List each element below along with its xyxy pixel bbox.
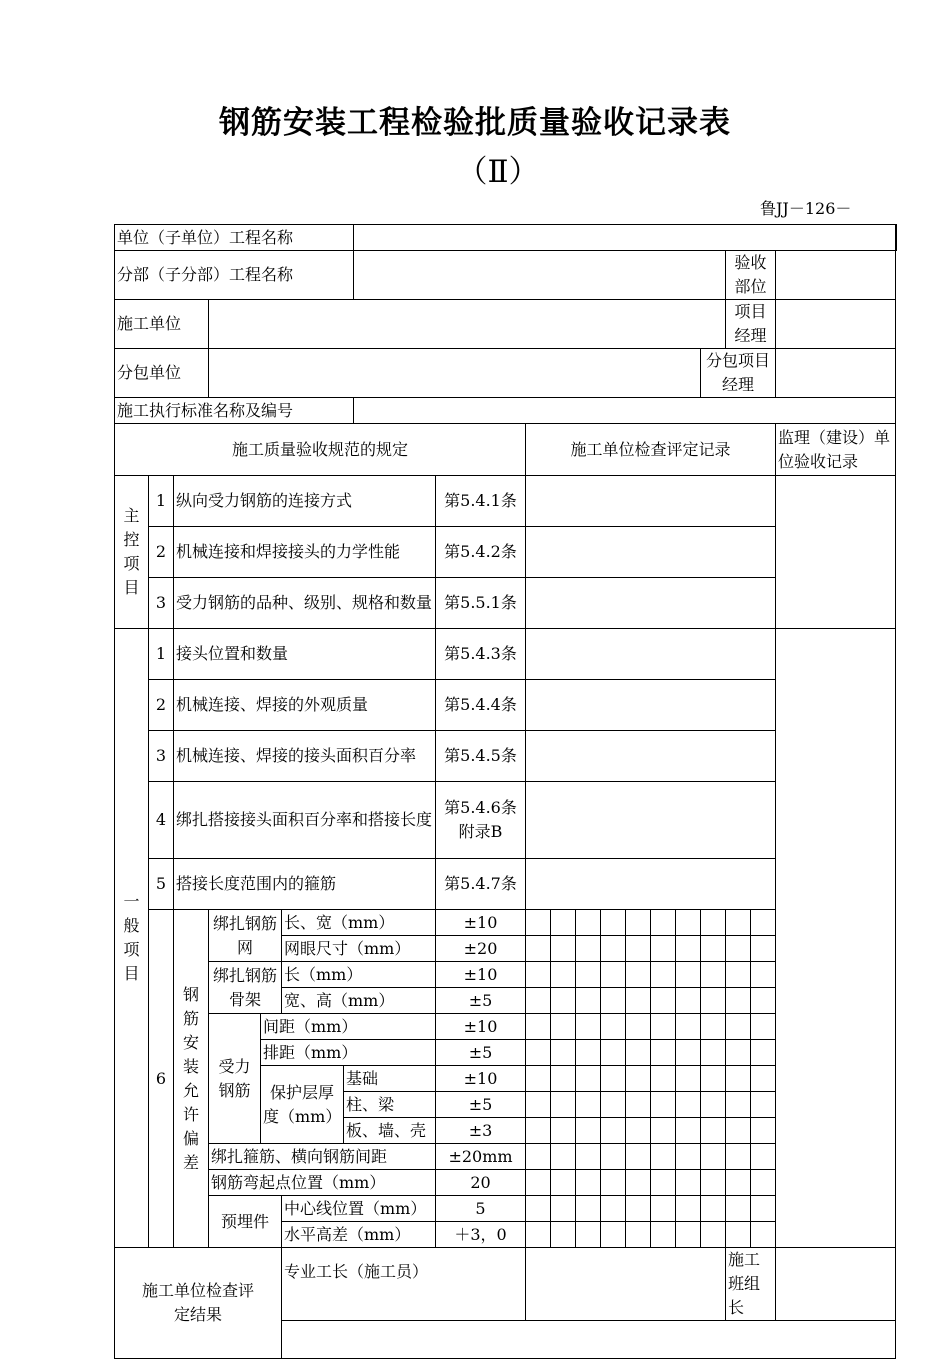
measure-cell[interactable] xyxy=(676,1118,701,1144)
measure-cell[interactable] xyxy=(601,1040,626,1066)
general-item-text: 接头位置和数量 xyxy=(174,629,436,680)
measure-cell[interactable] xyxy=(526,936,551,962)
measure-cell[interactable] xyxy=(526,1092,551,1118)
measure-cell[interactable] xyxy=(601,936,626,962)
general-item-no: 4 xyxy=(149,782,174,859)
main-bar-label: 受力钢筋 xyxy=(209,1014,261,1144)
measure-cell[interactable] xyxy=(726,1222,751,1248)
measure-cell[interactable] xyxy=(701,1118,726,1144)
measure-cell[interactable] xyxy=(576,1144,601,1170)
general-item-check-field[interactable] xyxy=(526,859,776,910)
deviation-item: 长（mm） xyxy=(282,962,436,988)
measure-cell[interactable] xyxy=(526,1118,551,1144)
main-item-text: 机械连接和焊接接头的力学性能 xyxy=(174,527,436,578)
main-item-no: 3 xyxy=(149,578,174,629)
measure-cell[interactable] xyxy=(626,1092,651,1118)
measure-cell[interactable] xyxy=(526,1014,551,1040)
main-item-text: 纵向受力钢筋的连接方式 xyxy=(174,476,436,527)
deviation-item: 钢筋弯起点位置（mm） xyxy=(209,1170,436,1196)
measure-cell[interactable] xyxy=(701,1144,726,1170)
measure-cell[interactable] xyxy=(701,1170,726,1196)
measure-cell[interactable] xyxy=(701,1222,726,1248)
measure-cell[interactable] xyxy=(601,910,626,936)
measure-cell[interactable] xyxy=(551,1040,576,1066)
measure-cell[interactable] xyxy=(551,936,576,962)
result-field[interactable] xyxy=(282,1321,896,1359)
general-item-check-field[interactable] xyxy=(526,731,776,782)
deviation-item: 基础 xyxy=(344,1066,436,1092)
measure-cell[interactable] xyxy=(726,988,751,1014)
project-manager-label: 项目经理 xyxy=(726,300,776,349)
measure-cell[interactable] xyxy=(601,1144,626,1170)
measure-cell[interactable] xyxy=(726,1118,751,1144)
unit-project-label: 单位（子单位）工程名称 xyxy=(115,225,354,251)
general-item-no: 3 xyxy=(149,731,174,782)
measure-cell[interactable] xyxy=(576,936,601,962)
measure-cell[interactable] xyxy=(551,1118,576,1144)
measure-cell[interactable] xyxy=(651,1170,676,1196)
measure-cell[interactable] xyxy=(551,1092,576,1118)
measure-cell[interactable] xyxy=(676,1092,701,1118)
measure-cell[interactable] xyxy=(676,1170,701,1196)
measure-cell[interactable] xyxy=(751,1118,776,1144)
supervision-column-header: 监理（建设）单位验收记录 xyxy=(776,424,896,476)
sub-project-label: 分部（子分部）工程名称 xyxy=(115,251,354,300)
deviation-item: 绑扎箍筋、横向钢筋间距 xyxy=(209,1144,436,1170)
main-item-text: 受力钢筋的品种、级别、规格和数量 xyxy=(174,578,436,629)
measure-cell[interactable] xyxy=(676,1066,701,1092)
measure-cell[interactable] xyxy=(726,962,751,988)
general-item-clause: 第5.4.4条 xyxy=(436,680,526,731)
measure-cell[interactable] xyxy=(601,1092,626,1118)
measure-cell[interactable] xyxy=(726,1144,751,1170)
main-supervision-field[interactable] xyxy=(776,476,896,629)
measure-cell[interactable] xyxy=(576,1170,601,1196)
deviation-value: ±20 xyxy=(436,936,526,962)
measure-cell[interactable] xyxy=(701,1040,726,1066)
measure-cell[interactable] xyxy=(726,1066,751,1092)
deviation-value: ±20mm xyxy=(436,1144,526,1170)
deviation-value: 20 xyxy=(436,1170,526,1196)
main-item-no: 2 xyxy=(149,527,174,578)
subcontract-unit-label: 分包单位 xyxy=(115,349,209,398)
embed-label: 预埋件 xyxy=(209,1196,282,1248)
mesh-label: 绑扎钢筋网 xyxy=(209,910,282,962)
general-item-no: 2 xyxy=(149,680,174,731)
measure-cell[interactable] xyxy=(726,1196,751,1222)
deviation-item: 水平高差（mm） xyxy=(282,1222,436,1248)
measure-cell[interactable] xyxy=(576,1092,601,1118)
measure-cell[interactable] xyxy=(676,988,701,1014)
measure-cell[interactable] xyxy=(576,988,601,1014)
measure-cell[interactable] xyxy=(526,1196,551,1222)
deviation-item: 柱、梁 xyxy=(344,1092,436,1118)
measure-cell[interactable] xyxy=(676,1040,701,1066)
measure-cell[interactable] xyxy=(526,1040,551,1066)
main-item-clause: 第5.4.2条 xyxy=(436,527,526,578)
measure-cell[interactable] xyxy=(651,1196,676,1222)
measure-cell[interactable] xyxy=(701,936,726,962)
measure-cell[interactable] xyxy=(601,962,626,988)
deviation-value: 5 xyxy=(436,1196,526,1222)
measure-cell[interactable] xyxy=(651,988,676,1014)
subcontract-pm-label: 分包项目经理 xyxy=(701,349,776,398)
measure-cell[interactable] xyxy=(701,910,726,936)
measure-cell[interactable] xyxy=(751,1170,776,1196)
measure-cell[interactable] xyxy=(701,988,726,1014)
subcontract-unit-field[interactable] xyxy=(209,349,701,398)
measure-cell[interactable] xyxy=(676,1196,701,1222)
spec-column-header: 施工质量验收规范的规定 xyxy=(115,424,526,476)
measure-cell[interactable] xyxy=(601,1196,626,1222)
measure-cell[interactable] xyxy=(751,1222,776,1248)
measure-cell[interactable] xyxy=(751,988,776,1014)
result-label: 施工单位检查评定结果 xyxy=(115,1248,282,1359)
measure-cell[interactable] xyxy=(676,1222,701,1248)
measure-cell[interactable] xyxy=(626,936,651,962)
measure-cell[interactable] xyxy=(651,910,676,936)
deviation-item: 板、墙、壳 xyxy=(344,1118,436,1144)
deviation-value: ±10 xyxy=(436,1066,526,1092)
main-item-check-field[interactable] xyxy=(526,527,776,578)
measure-cell[interactable] xyxy=(651,1014,676,1040)
allowable-deviation-label: 钢筋安装允许偏差 xyxy=(174,910,209,1248)
acceptance-part-label: 验收部位 xyxy=(726,251,776,300)
standard-label: 施工执行标准名称及编号 xyxy=(115,398,354,424)
main-item-clause: 第5.4.1条 xyxy=(436,476,526,527)
deviation-item: 宽、高（mm） xyxy=(282,988,436,1014)
measure-cell[interactable] xyxy=(626,1196,651,1222)
deviation-value: ±5 xyxy=(436,1040,526,1066)
measure-cell[interactable] xyxy=(626,1014,651,1040)
measure-cell[interactable] xyxy=(751,1040,776,1066)
general-item-no: 5 xyxy=(149,859,174,910)
measure-cell[interactable] xyxy=(601,1118,626,1144)
measure-cell[interactable] xyxy=(626,1170,651,1196)
general-item-clause-cell xyxy=(436,782,526,859)
measure-cell[interactable] xyxy=(526,988,551,1014)
measure-cell[interactable] xyxy=(751,910,776,936)
measure-cell[interactable] xyxy=(626,1222,651,1248)
measure-cell[interactable] xyxy=(751,1092,776,1118)
general-item-text: 绑扎搭接接头面积百分率和搭接长度 xyxy=(174,782,436,859)
measure-cell[interactable] xyxy=(526,1066,551,1092)
measure-cell[interactable] xyxy=(601,1222,626,1248)
general-item-clause: 第5.4.6条 xyxy=(444,798,517,817)
project-manager-field[interactable] xyxy=(776,300,896,349)
deviation-item: 长、宽（mm） xyxy=(282,910,436,936)
measure-cell[interactable] xyxy=(726,1170,751,1196)
general-items-label: 一般项目 xyxy=(115,629,149,1248)
measure-cell[interactable] xyxy=(551,1222,576,1248)
measure-cell[interactable] xyxy=(651,936,676,962)
measure-cell[interactable] xyxy=(751,962,776,988)
main-item-no: 1 xyxy=(149,476,174,527)
measure-cell[interactable] xyxy=(601,1014,626,1040)
measure-cell[interactable] xyxy=(576,1066,601,1092)
measure-cell[interactable] xyxy=(651,1066,676,1092)
measure-cell[interactable] xyxy=(626,988,651,1014)
team-leader-field[interactable] xyxy=(776,1248,896,1321)
construction-unit-label: 施工单位 xyxy=(115,300,209,349)
measure-cell[interactable] xyxy=(676,1144,701,1170)
construction-unit-field[interactable] xyxy=(209,300,726,349)
general-item-text: 机械连接、焊接的接头面积百分率 xyxy=(174,731,436,782)
measure-cell[interactable] xyxy=(676,936,701,962)
check-record-column-header: 施工单位检查评定记录 xyxy=(526,424,776,476)
acceptance-part-field[interactable] xyxy=(776,251,896,300)
deviation-value: ±10 xyxy=(436,1014,526,1040)
measure-cell[interactable] xyxy=(651,1222,676,1248)
measure-cell[interactable] xyxy=(576,1118,601,1144)
main-item-check-field[interactable] xyxy=(526,578,776,629)
measure-cell[interactable] xyxy=(576,1222,601,1248)
measure-cell[interactable] xyxy=(626,1118,651,1144)
measure-cell[interactable] xyxy=(726,1092,751,1118)
measure-cell[interactable] xyxy=(701,1196,726,1222)
cover-label: 保护层厚度（mm） xyxy=(261,1066,344,1144)
measure-cell[interactable] xyxy=(551,910,576,936)
measure-cell[interactable] xyxy=(551,1014,576,1040)
measure-cell[interactable] xyxy=(676,962,701,988)
main-control-label: 主控项目 xyxy=(115,476,149,629)
measure-cell[interactable] xyxy=(726,1014,751,1040)
measure-cell[interactable] xyxy=(526,1170,551,1196)
deviation-value: ±10 xyxy=(436,910,526,936)
measure-cell[interactable] xyxy=(576,1014,601,1040)
measure-cell[interactable] xyxy=(701,1092,726,1118)
measure-cell[interactable] xyxy=(651,1118,676,1144)
measure-cell[interactable] xyxy=(576,910,601,936)
measure-cell[interactable] xyxy=(576,962,601,988)
team-leader-label: 施工班组长 xyxy=(726,1248,776,1321)
measure-cell[interactable] xyxy=(576,1040,601,1066)
measure-cell[interactable] xyxy=(701,1066,726,1092)
measure-cell[interactable] xyxy=(626,1040,651,1066)
measure-cell[interactable] xyxy=(651,1144,676,1170)
measure-cell[interactable] xyxy=(551,1144,576,1170)
general-item-clause: 第5.4.5条 xyxy=(436,731,526,782)
measure-cell[interactable] xyxy=(526,962,551,988)
unit-project-field[interactable] xyxy=(354,225,896,251)
main-item-clause: 第5.5.1条 xyxy=(436,578,526,629)
general-item-appendix: 附录B xyxy=(458,822,503,841)
measure-cell[interactable] xyxy=(526,1222,551,1248)
measure-cell[interactable] xyxy=(626,962,651,988)
measure-cell[interactable] xyxy=(626,1066,651,1092)
foreman-field[interactable] xyxy=(526,1248,726,1321)
sub-project-field[interactable] xyxy=(354,251,726,300)
measure-cell[interactable] xyxy=(626,1144,651,1170)
general-item-text: 搭接长度范围内的箍筋 xyxy=(174,859,436,910)
measure-cell[interactable] xyxy=(551,1196,576,1222)
deviation-item: 中心线位置（mm） xyxy=(282,1196,436,1222)
skeleton-label: 绑扎钢筋骨架 xyxy=(209,962,282,1014)
measure-cell[interactable] xyxy=(551,988,576,1014)
measure-cell[interactable] xyxy=(651,1092,676,1118)
deviation-value: ±3 xyxy=(436,1118,526,1144)
general-item-clause: 第5.4.3条 xyxy=(436,629,526,680)
general-item-check-field[interactable] xyxy=(526,782,776,859)
deviation-item: 间距（mm） xyxy=(261,1014,436,1040)
measure-cell[interactable] xyxy=(751,1196,776,1222)
general-item-check-field[interactable] xyxy=(526,680,776,731)
measure-cell[interactable] xyxy=(526,1144,551,1170)
measure-cell[interactable] xyxy=(726,936,751,962)
subcontract-pm-field[interactable] xyxy=(776,349,896,398)
measure-cell[interactable] xyxy=(526,910,551,936)
page-title: 钢筋安装工程检验批质量验收记录表 xyxy=(219,105,731,141)
measure-cell[interactable] xyxy=(551,1170,576,1196)
general-item-no: 6 xyxy=(149,910,174,1248)
deviation-item: 排距（mm） xyxy=(261,1040,436,1066)
general-supervision-field[interactable] xyxy=(776,629,896,1248)
measure-cell[interactable] xyxy=(751,936,776,962)
deviation-value: ＋3，0 xyxy=(436,1222,526,1248)
measure-cell[interactable] xyxy=(676,1014,701,1040)
measure-cell[interactable] xyxy=(651,962,676,988)
standard-field[interactable] xyxy=(354,398,896,424)
measure-cell[interactable] xyxy=(576,1196,601,1222)
measure-cell[interactable] xyxy=(626,910,651,936)
page-subtitle: （Ⅱ） xyxy=(456,154,540,190)
deviation-value: ±10 xyxy=(436,962,526,988)
measure-cell[interactable] xyxy=(651,1040,676,1066)
measure-cell[interactable] xyxy=(751,1014,776,1040)
measure-cell[interactable] xyxy=(601,1066,626,1092)
deviation-value: ±5 xyxy=(436,1092,526,1118)
general-item-no: 1 xyxy=(149,629,174,680)
form-code: 鲁JJ－126－ xyxy=(760,199,852,218)
measure-cell[interactable] xyxy=(601,1170,626,1196)
general-item-clause: 第5.4.7条 xyxy=(436,859,526,910)
measure-cell[interactable] xyxy=(551,962,576,988)
measure-cell[interactable] xyxy=(751,1144,776,1170)
deviation-value: ±5 xyxy=(436,988,526,1014)
foreman-label: 专业工长（施工员） xyxy=(282,1248,526,1321)
inspection-form-table xyxy=(114,224,897,1359)
measure-cell[interactable] xyxy=(726,1040,751,1066)
measure-cell[interactable] xyxy=(751,1066,776,1092)
main-item-check-field[interactable] xyxy=(526,476,776,527)
deviation-item: 网眼尺寸（mm） xyxy=(282,936,436,962)
measure-cell[interactable] xyxy=(701,962,726,988)
general-item-text: 机械连接、焊接的外观质量 xyxy=(174,680,436,731)
measure-cell[interactable] xyxy=(701,1014,726,1040)
general-item-check-field[interactable] xyxy=(526,629,776,680)
measure-cell[interactable] xyxy=(551,1066,576,1092)
measure-cell[interactable] xyxy=(601,988,626,1014)
measure-cell[interactable] xyxy=(676,910,701,936)
measure-cell[interactable] xyxy=(726,910,751,936)
